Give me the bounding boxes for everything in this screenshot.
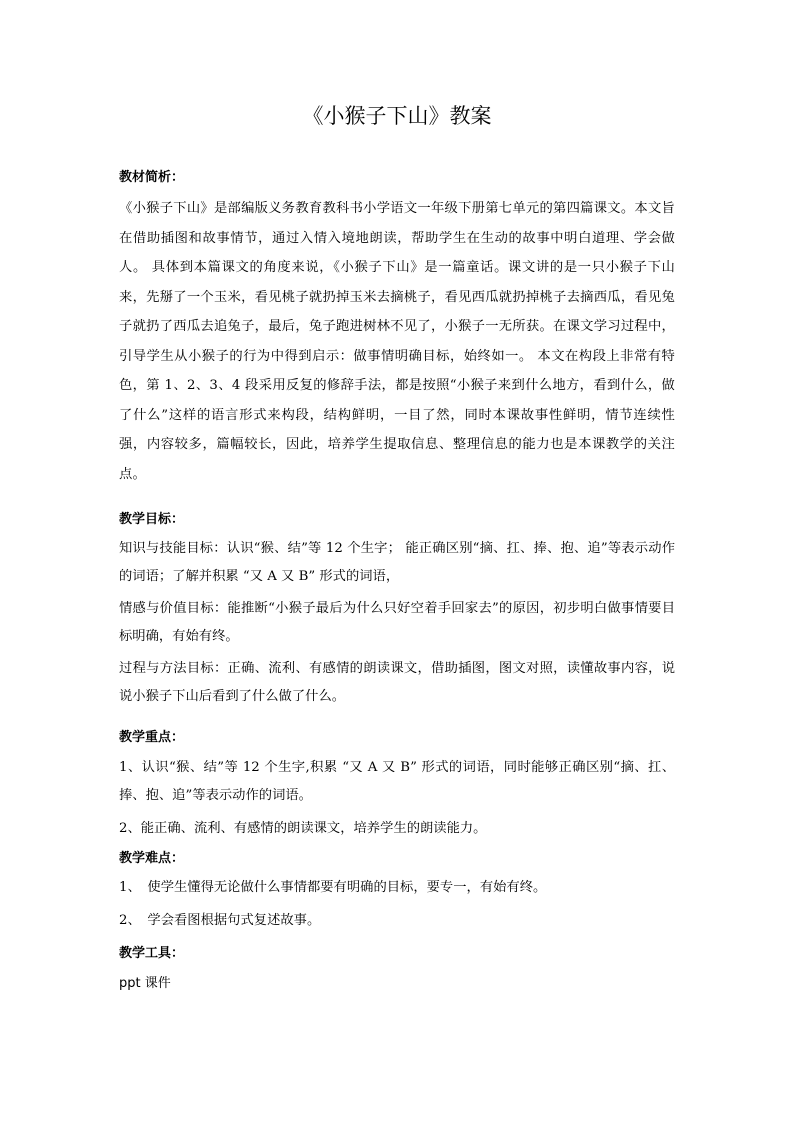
goal-emotion: 情感与价值目标：能推断“小猴子最后为什么只好空着手回家去”的原因，初步明白做事情要目标明确，有始有终。 [119,601,675,644]
section-analysis [119,168,675,489]
section-difficulties [119,849,675,935]
tools-text: ppt 课件 [119,976,171,991]
section-goals [119,510,675,711]
key-point-2: 2、能正确、流利、有感情的朗读课文，培养学生的朗读能力。 [119,821,487,836]
section-heading-key-points: 教学重点： [119,730,185,745]
section-key-points [119,728,675,843]
section-heading-goals: 教学目标： [119,512,185,527]
difficulty-2: 2、 学会看图根据句式复述故事。 [119,913,321,928]
goal-knowledge: 知识与技能目标：认识“猴、结”等 12 个生字； 能正确区别“摘、扛、捧、抱、追”等表示动作的词语；了解并积累 “又 A 又 B” 形式的词语， [119,541,675,584]
section-heading-tools: 教学工具： [119,946,185,961]
section-tools [119,944,675,994]
section-heading-analysis: 教材简析： [119,170,185,185]
section-heading-difficulties: 教学难点： [119,851,185,866]
analysis-paragraph: 《小猴子下山》是部编版义务教育教科书小学语文一年级下册第七单元的第四篇课文。本文旨在借助插图和故事情节，通过入情入境地朗读，帮助学生在生动的故事中明白道理、学会做人。 具体到本篇课文的角度来说，《小猴子下山》是一篇童话。课文讲的是一只小猴子下山来，先掰了一个玉米，看见桃子就扔掉玉米去摘桃子，看见西瓜就扔掉桃子去摘西瓜，看见兔子就扔了西瓜去追兔子，最后，兔子跑进树林不见了，小猴子一无所获。在课文学习过程中，引导学生从小猴子的行为中得到启示：做事情明确目标，始终如一。 本文在构段上非常有特色，第 1、2、3、4 段采用反复的修辞手法，都是按照“小猴子来到什么地方，看到什么，做了什么”这样的语言形式来构段，结构鲜明，一目了然，同时本课故事性鲜明，情节连续性强，内容较多，篇幅较长，因此，培养学生提取信息、整理信息的能力也是本课教学的关注点。 [119,201,675,482]
difficulty-1: 1、 使学生懂得无论做什么事情都要有明确的目标，要专一，有始有终。 [119,880,547,895]
key-point-1: 1、认识“猴、结”等 12 个生字,积累 “又 A 又 B” 形式的词语，同时能够正确区别“摘、扛、捧、抱、追”等表示动作的词语。 [119,760,675,803]
goal-process: 过程与方法目标：正确、流利、有感情的朗读课文，借助插图，图文对照，读懂故事内容，说说小猴子下山后看到了什么做了什么。 [119,661,675,704]
document-title: 《小猴子下山》教案 [302,104,492,128]
